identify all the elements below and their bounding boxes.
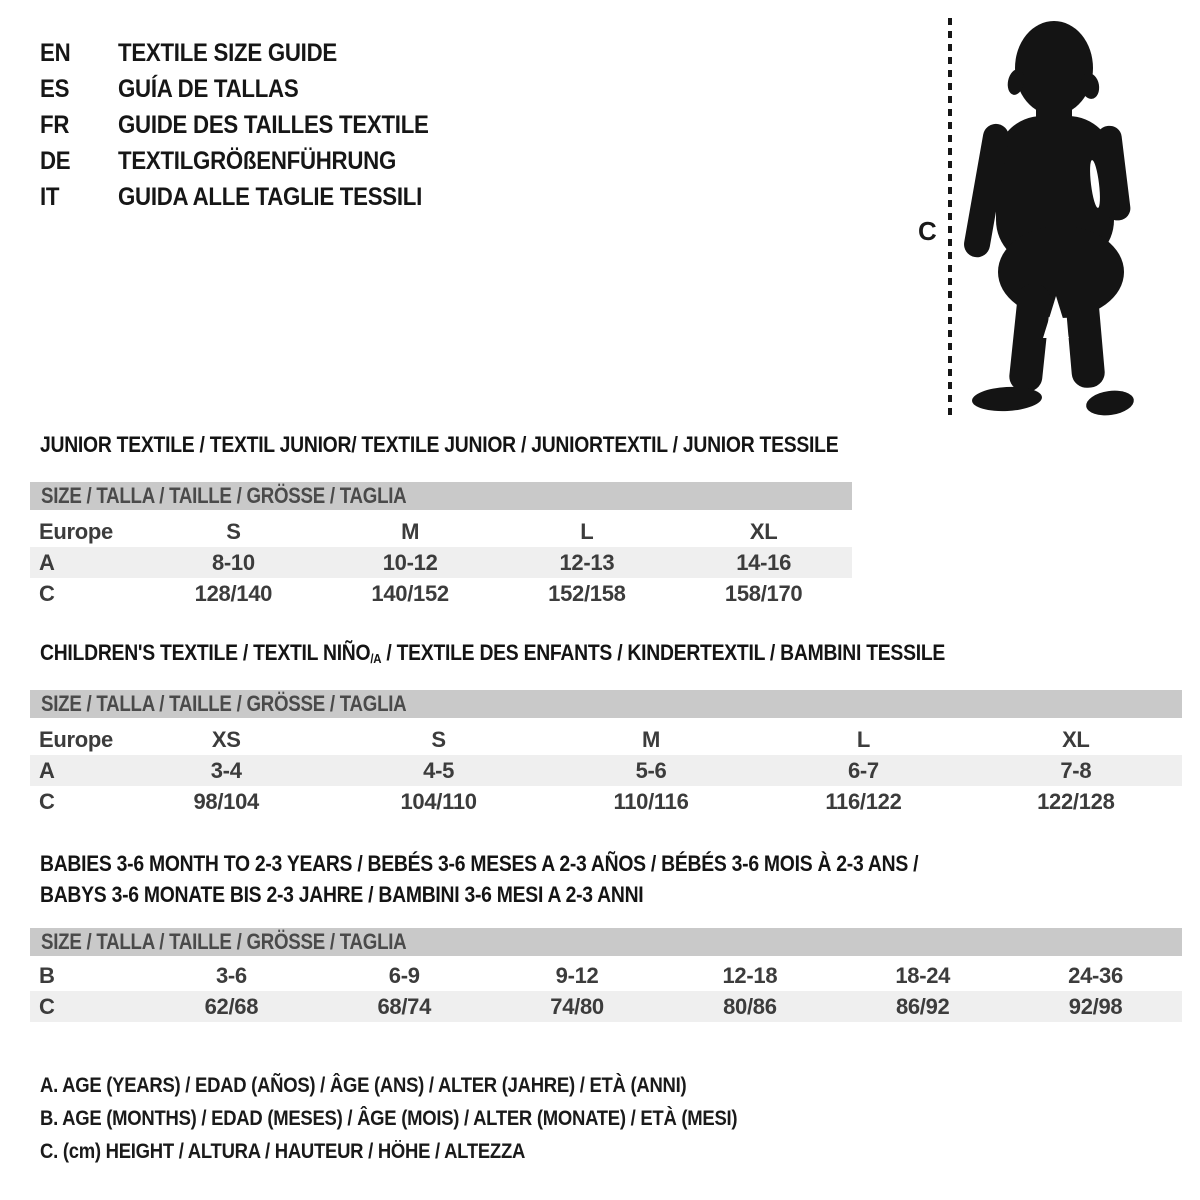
- babies-section-heading: BABIES 3-6 MONTH TO 2-3 YEARS / BEBÉS 3-6 MESES A 2-3 AÑOS / BÉBÉS 3-6 MOIS À 2-3 ANS / BABYS 3-6 MONATE BIS 2-3 JAHRE / BAMBINI 3-6 MESI A 2-3 ANNI: [40, 851, 919, 907]
- language-code: EN: [40, 39, 71, 67]
- size-cell: L: [856, 726, 870, 752]
- age-cell: 3-4: [210, 757, 242, 783]
- guide-title: TEXTILE SIZE GUIDE: [118, 39, 337, 67]
- height-cell: 104/110: [400, 788, 477, 814]
- age-cell: 8-10: [211, 549, 255, 575]
- size-cell: S: [431, 726, 446, 752]
- nino-a-subscript: /A: [370, 651, 382, 666]
- row-label: C: [39, 580, 55, 606]
- language-row-en: [40, 35, 467, 71]
- age-cell: 7-8: [1060, 757, 1092, 783]
- language-code: IT: [40, 183, 60, 211]
- guide-title: GUIDA ALLE TAGLIE TESSILI: [118, 183, 423, 211]
- months-cell: 24-36: [1068, 962, 1123, 988]
- height-cell: 110/116: [613, 788, 689, 814]
- table-row-age: [30, 547, 852, 578]
- language-title-list: [40, 35, 467, 215]
- language-row-de: [40, 143, 467, 179]
- months-cell: 6-9: [388, 962, 420, 988]
- months-cell: 3-6: [215, 962, 247, 988]
- babies-size-table: [30, 960, 1182, 1022]
- age-cell: 12-13: [559, 549, 615, 575]
- height-cell: 62/68: [204, 993, 259, 1019]
- legend-line-b: B. AGE (MONTHS) / EDAD (MESES) / ÂGE (MOIS) / ALTER (MONATE) / ETÀ (MESI): [40, 1107, 738, 1130]
- row-label: Europe: [39, 726, 113, 752]
- guide-title: GUIDE DES TAILLES TEXTILE: [118, 111, 429, 139]
- babies-size-bar: SIZE / TALLA / TAILLE / GRÖSSE / TAGLIA: [30, 928, 1182, 956]
- size-cell: M: [642, 726, 661, 752]
- height-cell: 98/104: [193, 788, 259, 814]
- height-cell: 140/152: [371, 580, 449, 606]
- language-code: ES: [40, 75, 70, 103]
- children-size-bar: SIZE / TALLA / TAILLE / GRÖSSE / TAGLIA: [30, 690, 1182, 718]
- junior-size-bar: SIZE / TALLA / TAILLE / GRÖSSE / TAGLIA: [30, 482, 852, 510]
- height-cell: 116/122: [825, 788, 902, 814]
- size-cell: M: [401, 518, 420, 544]
- guide-title: TEXTILGRÖßENFÜHRUNG: [118, 147, 396, 175]
- height-cell: 122/128: [1037, 788, 1115, 814]
- language-code: DE: [40, 147, 71, 175]
- size-cell: XL: [1062, 726, 1090, 752]
- size-cell: XL: [749, 518, 778, 544]
- guide-title: GUÍA DE TALLAS: [118, 75, 299, 103]
- height-measure-dashed-line: [948, 18, 952, 416]
- table-row-height: [30, 991, 1182, 1022]
- toddler-silhouette-icon: [962, 16, 1142, 420]
- age-cell: 10-12: [382, 549, 438, 575]
- legend-line-c: C. (cm) HEIGHT / ALTURA / HAUTEUR / HÖHE / ALTEZZA: [40, 1140, 526, 1163]
- language-row-es: [40, 71, 467, 107]
- children-section-heading: CHILDREN'S TEXTILE / TEXTIL NIÑO/A / TEXTILE DES ENFANTS / KINDERTEXTIL / BAMBINI TESSILE: [40, 640, 946, 666]
- height-measure-label: C: [918, 216, 937, 246]
- height-cell: 158/170: [724, 580, 803, 606]
- language-row-it: [40, 179, 467, 215]
- height-cell: 74/80: [550, 993, 604, 1019]
- table-row-europe: [30, 516, 852, 547]
- row-label: C: [39, 788, 55, 814]
- height-cell: 92/98: [1068, 993, 1123, 1019]
- children-size-table: [30, 724, 1182, 817]
- height-cell: 80/86: [723, 993, 777, 1019]
- table-row-height: [30, 786, 1182, 817]
- row-label: A: [39, 549, 55, 575]
- size-cell: S: [226, 518, 241, 544]
- row-label: B: [39, 962, 55, 988]
- table-row-height: [30, 578, 852, 609]
- months-cell: 18-24: [895, 962, 951, 988]
- table-row-age: [30, 755, 1182, 786]
- row-label: A: [39, 757, 55, 783]
- row-label: C: [39, 993, 55, 1019]
- language-code: FR: [40, 111, 70, 139]
- table-row-europe: [30, 724, 1182, 755]
- height-cell: 86/92: [895, 993, 950, 1019]
- size-cell: L: [580, 518, 594, 544]
- junior-size-table: [30, 516, 852, 609]
- measurement-legend: [40, 1069, 832, 1168]
- age-cell: 14-16: [736, 549, 792, 575]
- height-cell: 128/140: [194, 580, 273, 606]
- height-cell: 152/158: [548, 580, 626, 606]
- height-cell: 68/74: [377, 993, 432, 1019]
- table-row-months: [30, 960, 1182, 991]
- age-cell: 5-6: [635, 757, 667, 783]
- months-cell: 9-12: [555, 962, 599, 988]
- age-cell: 4-5: [423, 757, 455, 783]
- junior-section-heading: JUNIOR TEXTILE / TEXTIL JUNIOR/ TEXTILE JUNIOR / JUNIORTEXTIL / JUNIOR TESSILE: [40, 432, 839, 457]
- months-cell: 12-18: [722, 962, 778, 988]
- row-label: Europe: [39, 518, 113, 544]
- legend-line-a: A. AGE (YEARS) / EDAD (AÑOS) / ÂGE (ANS) / ALTER (JAHRE) / ETÀ (ANNI): [40, 1074, 687, 1097]
- size-cell: XS: [211, 726, 241, 752]
- age-cell: 6-7: [847, 757, 879, 783]
- language-row-fr: [40, 107, 467, 143]
